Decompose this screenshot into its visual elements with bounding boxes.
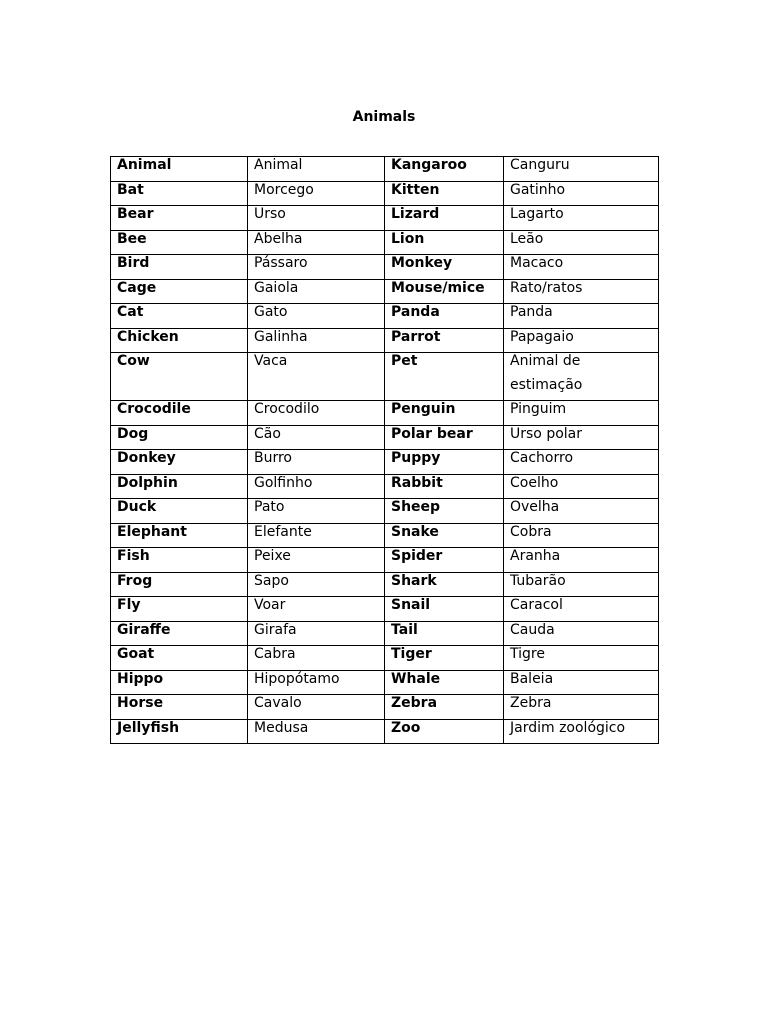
- portuguese-translation: Cobra: [510, 523, 552, 540]
- portuguese-translation: Animal: [254, 157, 303, 173]
- portuguese-translation-cell: [248, 206, 385, 231]
- english-word-cell: [111, 181, 248, 206]
- table-row: [111, 450, 659, 475]
- english-word: Giraffe: [117, 621, 171, 638]
- portuguese-translation: Crocodilo: [254, 401, 320, 417]
- portuguese-translation: Vaca: [254, 353, 288, 369]
- portuguese-translation-cell: [248, 230, 385, 255]
- portuguese-translation-cell: [504, 621, 659, 646]
- english-word: Frog: [117, 572, 153, 589]
- english-word-cell: [385, 425, 504, 450]
- english-word-cell: [111, 353, 248, 401]
- portuguese-translation-cell: [248, 548, 385, 573]
- english-word: Mouse/mice: [391, 279, 485, 296]
- portuguese-translation: Hipopótamo: [254, 670, 340, 687]
- portuguese-translation-cell: [248, 279, 385, 304]
- english-word: Snail: [391, 597, 431, 613]
- english-word-cell: [111, 425, 248, 450]
- portuguese-translation-cell: [248, 670, 385, 695]
- portuguese-translation-cell: [504, 328, 659, 353]
- english-word: Crocodile: [117, 401, 191, 417]
- english-word: Goat: [117, 646, 155, 662]
- portuguese-translation: Pinguim: [510, 401, 567, 417]
- portuguese-translation: Cachorro: [510, 450, 574, 466]
- portuguese-translation-cell: [504, 279, 659, 304]
- portuguese-translation-cell: [504, 572, 659, 597]
- english-word: Tail: [391, 621, 418, 638]
- english-word: Lizard: [391, 206, 440, 222]
- portuguese-translation-cell: [504, 181, 659, 206]
- portuguese-translation-cell: [504, 425, 659, 450]
- english-word: Cage: [117, 279, 157, 296]
- portuguese-translation-cell: [248, 157, 385, 182]
- portuguese-translation: Papagaio: [510, 328, 574, 345]
- english-word-cell: [111, 695, 248, 720]
- english-word-cell: [385, 304, 504, 329]
- portuguese-translation-cell: [504, 157, 659, 182]
- english-word-cell: [385, 670, 504, 695]
- portuguese-translation-cell: [248, 450, 385, 475]
- english-word-cell: [111, 401, 248, 426]
- portuguese-translation-cell: [248, 646, 385, 671]
- portuguese-translation: Elefante: [254, 523, 312, 540]
- portuguese-translation-cell: [504, 597, 659, 622]
- table-row: [111, 548, 659, 573]
- vocabulary-table-body: [111, 157, 659, 744]
- portuguese-translation-cell: [504, 255, 659, 280]
- portuguese-translation-cell: [504, 719, 659, 744]
- portuguese-translation-cell: [248, 328, 385, 353]
- english-word: Rabbit: [391, 474, 443, 491]
- table-row: [111, 206, 659, 231]
- portuguese-translation: Pássaro: [254, 255, 308, 271]
- portuguese-translation-cell: [504, 401, 659, 426]
- portuguese-translation-cell: [248, 255, 385, 280]
- table-row: [111, 255, 659, 280]
- english-word-cell: [111, 304, 248, 329]
- portuguese-translation: Zebra: [510, 695, 552, 711]
- portuguese-translation-cell: [248, 401, 385, 426]
- portuguese-translation-cell: [248, 695, 385, 720]
- english-word-cell: [111, 157, 248, 182]
- portuguese-translation: Cavalo: [254, 695, 302, 711]
- table-row: [111, 279, 659, 304]
- portuguese-translation-cell: [248, 523, 385, 548]
- portuguese-translation-cell: [248, 621, 385, 646]
- english-word: Bat: [117, 181, 144, 198]
- english-word-cell: [385, 157, 504, 182]
- english-word-cell: [111, 230, 248, 255]
- english-word-cell: [385, 181, 504, 206]
- english-word-cell: [385, 597, 504, 622]
- page-title: Animals: [352, 109, 416, 125]
- portuguese-translation-cell: [504, 230, 659, 255]
- english-word: Parrot: [391, 328, 441, 345]
- english-word-cell: [111, 646, 248, 671]
- english-word: Animal: [117, 157, 172, 173]
- english-word: Fish: [117, 548, 150, 564]
- table-row: [111, 572, 659, 597]
- english-word: Donkey: [117, 450, 176, 466]
- english-word-cell: [385, 230, 504, 255]
- english-word-cell: [111, 499, 248, 524]
- english-word-cell: [111, 597, 248, 622]
- portuguese-translation-cell: [504, 206, 659, 231]
- english-word-cell: [385, 548, 504, 573]
- english-word-cell: [111, 328, 248, 353]
- portuguese-translation: Cauda: [510, 621, 555, 638]
- portuguese-translation-cell: [504, 523, 659, 548]
- portuguese-translation-cell: [248, 181, 385, 206]
- english-word-cell: [385, 572, 504, 597]
- portuguese-translation: Caracol: [510, 597, 563, 613]
- portuguese-translation: Medusa: [254, 719, 309, 736]
- portuguese-translation: Galinha: [254, 328, 308, 345]
- english-word: Bee: [117, 230, 147, 247]
- table-row: [111, 425, 659, 450]
- english-word-cell: [111, 719, 248, 744]
- table-row: [111, 157, 659, 182]
- english-word-cell: [111, 572, 248, 597]
- portuguese-translation: Cabra: [254, 646, 296, 662]
- english-word-cell: [385, 499, 504, 524]
- table-row: [111, 401, 659, 426]
- portuguese-translation: Panda: [510, 304, 553, 320]
- english-word: Tiger: [391, 646, 432, 662]
- vocabulary-table: [110, 156, 659, 744]
- portuguese-translation: Rato/ratos: [510, 279, 583, 296]
- portuguese-translation-cell: [248, 425, 385, 450]
- portuguese-translation-cell: [248, 572, 385, 597]
- table-row: [111, 523, 659, 548]
- english-word-cell: [385, 206, 504, 231]
- english-word-cell: [111, 548, 248, 573]
- portuguese-translation-cell: [248, 474, 385, 499]
- table-row: [111, 695, 659, 720]
- english-word: Whale: [391, 670, 441, 687]
- portuguese-translation: Animal de estimação: [510, 353, 583, 393]
- portuguese-translation-cell: [248, 353, 385, 401]
- portuguese-translation-cell: [248, 719, 385, 744]
- portuguese-translation: Aranha: [510, 548, 561, 564]
- english-word: Chicken: [117, 328, 179, 345]
- table-row: [111, 181, 659, 206]
- portuguese-translation: Tigre: [510, 646, 545, 662]
- english-word-cell: [385, 621, 504, 646]
- english-word-cell: [385, 523, 504, 548]
- portuguese-translation: Morcego: [254, 181, 314, 198]
- portuguese-translation: Sapo: [254, 572, 289, 589]
- portuguese-translation: Gaiola: [254, 279, 299, 296]
- portuguese-translation: Canguru: [510, 157, 570, 173]
- english-word: Zebra: [391, 695, 438, 711]
- english-word-cell: [385, 474, 504, 499]
- english-word: Puppy: [391, 450, 441, 466]
- english-word-cell: [385, 279, 504, 304]
- english-word: Shark: [391, 572, 437, 589]
- table-row: [111, 646, 659, 671]
- english-word: Lion: [391, 230, 425, 247]
- english-word: Kitten: [391, 181, 440, 198]
- table-row: [111, 597, 659, 622]
- english-word-cell: [385, 719, 504, 744]
- english-word: Elephant: [117, 523, 187, 540]
- portuguese-translation: Abelha: [254, 230, 303, 247]
- english-word: Kangaroo: [391, 157, 467, 173]
- portuguese-translation-cell: [248, 597, 385, 622]
- table-row: [111, 719, 659, 744]
- english-word: Hippo: [117, 670, 164, 687]
- portuguese-translation: Cão: [254, 425, 281, 442]
- portuguese-translation: Urso polar: [510, 425, 582, 442]
- portuguese-translation: Girafa: [254, 621, 297, 638]
- english-word: Penguin: [391, 401, 456, 417]
- english-word-cell: [111, 255, 248, 280]
- english-word-cell: [385, 353, 504, 401]
- portuguese-translation-cell: [248, 499, 385, 524]
- english-word: Sheep: [391, 499, 441, 515]
- english-word: Fly: [117, 597, 141, 613]
- portuguese-translation: Ovelha: [510, 499, 560, 515]
- portuguese-translation: Baleia: [510, 670, 554, 687]
- table-row: [111, 328, 659, 353]
- portuguese-translation-cell: [504, 670, 659, 695]
- portuguese-translation: Leão: [510, 230, 544, 247]
- english-word-cell: [111, 450, 248, 475]
- english-word-cell: [111, 523, 248, 548]
- portuguese-translation-cell: [504, 450, 659, 475]
- english-word-cell: [385, 401, 504, 426]
- english-word: Dog: [117, 425, 149, 442]
- portuguese-translation-cell: [504, 695, 659, 720]
- portuguese-translation: Urso: [254, 206, 286, 222]
- english-word: Panda: [391, 304, 440, 320]
- english-word-cell: [385, 450, 504, 475]
- portuguese-translation: Burro: [254, 450, 293, 466]
- english-word-cell: [385, 646, 504, 671]
- table-row: [111, 670, 659, 695]
- portuguese-translation-cell: [504, 646, 659, 671]
- english-word: Polar bear: [391, 425, 473, 442]
- english-word-cell: [111, 670, 248, 695]
- english-word: Duck: [117, 499, 157, 515]
- portuguese-translation: Pato: [254, 499, 285, 515]
- english-word: Spider: [391, 548, 443, 564]
- portuguese-translation: Gato: [254, 304, 288, 320]
- portuguese-translation: Macaco: [510, 255, 564, 271]
- english-word-cell: [385, 328, 504, 353]
- table-row: [111, 304, 659, 329]
- table-row: [111, 474, 659, 499]
- portuguese-translation-cell: [504, 353, 659, 401]
- table-row: [111, 353, 659, 401]
- portuguese-translation: Coelho: [510, 474, 559, 491]
- english-word: Cow: [117, 353, 150, 369]
- portuguese-translation-cell: [504, 499, 659, 524]
- english-word: Zoo: [391, 719, 421, 736]
- portuguese-translation-cell: [248, 304, 385, 329]
- portuguese-translation-cell: [504, 474, 659, 499]
- english-word: Pet: [391, 353, 418, 369]
- english-word: Horse: [117, 695, 164, 711]
- english-word: Jellyfish: [117, 719, 180, 736]
- table-row: [111, 499, 659, 524]
- portuguese-translation: Gatinho: [510, 181, 566, 198]
- english-word: Bear: [117, 206, 154, 222]
- portuguese-translation: Tubarão: [510, 572, 566, 589]
- portuguese-translation-cell: [504, 304, 659, 329]
- portuguese-translation: Jardim zoológico: [510, 719, 626, 736]
- english-word-cell: [111, 206, 248, 231]
- portuguese-translation: Golfinho: [254, 474, 313, 491]
- english-word-cell: [385, 255, 504, 280]
- table-row: [111, 621, 659, 646]
- portuguese-translation: Lagarto: [510, 206, 564, 222]
- english-word: Monkey: [391, 255, 453, 271]
- english-word: Snake: [391, 523, 439, 540]
- english-word-cell: [111, 621, 248, 646]
- english-word: Bird: [117, 255, 150, 271]
- english-word-cell: [385, 695, 504, 720]
- english-word: Dolphin: [117, 474, 178, 491]
- portuguese-translation: Peixe: [254, 548, 291, 564]
- table-row: [111, 230, 659, 255]
- english-word-cell: [111, 474, 248, 499]
- english-word: Cat: [117, 304, 144, 320]
- portuguese-translation: Voar: [254, 597, 286, 613]
- english-word-cell: [111, 279, 248, 304]
- portuguese-translation-cell: [504, 548, 659, 573]
